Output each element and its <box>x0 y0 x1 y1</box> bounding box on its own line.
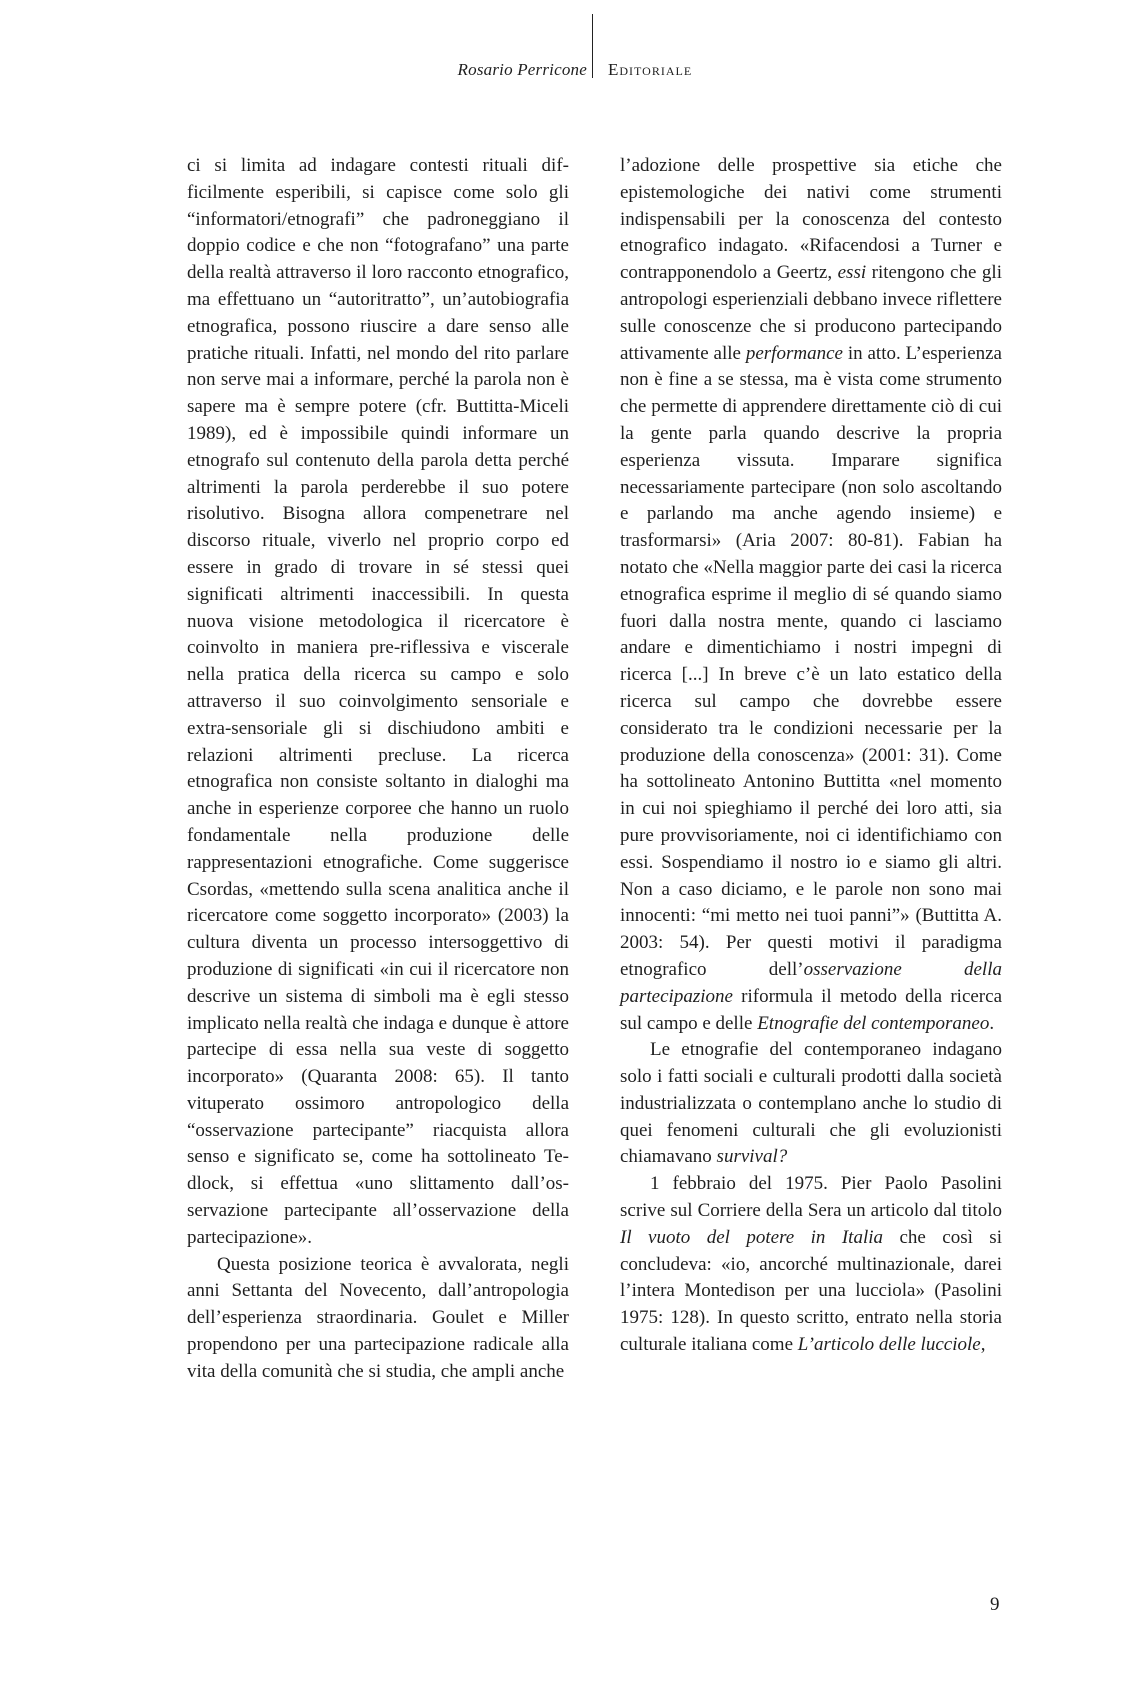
italic-term: performance <box>745 342 843 364</box>
right-column <box>620 153 1002 1359</box>
paragraph: ci si limita ad indagare contesti rituali difficilmente esperibili, si capisce come solo gli “informatori/etnografi” che padroneggiano il doppio codice e che non “fotografano” una parte della realtà attraverso il loro racconto etnografico, ma effettuano un “autoritratto”, un’autobiografia etnografica, possono riuscire a dare senso alle pratiche rituali. Infatti, nel mondo del rito parlare non serve mai a informare, perché la parola non è sapere ma è sempre potere (cfr. Buttitta-Miceli 1989), ed è impossibile quindi informare un etnografo sul contenuto della parola detta perché altrimenti la parola perderebbe il suo potere risolutivo. Bisogna allora compenetrare nel discorso rituale, viverlo nel proprio corpo ed essere in grado di trovare in sé stessi quei significati altrimenti inaccessibili. In questa nuova visione metodologica il ricercatore è coinvolto in maniera pre-riflessiva e viscerale nella pratica della ricerca su campo e solo attraverso il suo coinvolgimento sensoriale e extra-sensoriale gli si dischiudono ambiti e relazioni altrimenti precluse. La ricerca etnografica non consiste soltanto in dialoghi ma anche in esperienze corporee che hanno un ruolo fondamentale nella produzione delle rappresentazioni etnografiche. Come suggerisce Csordas, «mettendo sulla scena analitica anche il ricercatore come soggetto incorporato» (2003) la cultura diventa un processo intersoggettivo di produzione di significati «in cui il ricercatore non descrive un sistema di simboli ma è egli stesso implicato nella realtà che indaga e dunque è attore partecipe di essa nella sua veste di soggetto incorporato» (Quaranta 2008: 65). Il tanto vituperato ossimoro antropologico della “osservazione partecipante” riacquista allora senso e significato se, come ha sottolineato Tedlock, si effettua «uno slittamento dall’osservazione partecipante all’osservazione della partecipazione». <box>187 155 569 1248</box>
paragraph <box>620 153 1002 1037</box>
text-span: ritengono che gli antropologi esperienziali debbano invece riflettere sulle conoscenze che si producono partecipando attivamente alle <box>620 262 1002 364</box>
italic-term: Etnografie del contemporaneo <box>757 1012 990 1034</box>
text-span: che così si concludeva: «io, ancorché multinazionale, darei l’intera Montedison per una lucciola» (Pasolini 1975: 128). In questo scritto, entrato nella storia culturale italiana come <box>620 1226 1002 1356</box>
text-span: l’adozione delle prospettive sia etiche che epistemologiche dei nativi come strumenti indispensabili per la conoscenza del contesto etnografico indagato. «Rifacendosi a Turner e contrapponendolo a Geertz, <box>620 155 1002 284</box>
text-span: riformula il metodo della ricerca sul campo e delle <box>620 985 1002 1034</box>
text-span: Le etnografie del contemporaneo indagano solo i fatti sociali e culturali prodotti dalla società industrializzata o contemplano anche lo studio di quei fenomeni culturali che gli evoluzionisti chiamavano <box>620 1039 1002 1168</box>
text-span: . <box>989 1012 995 1034</box>
text-span: , <box>980 1334 986 1356</box>
paragraph <box>620 1037 1002 1171</box>
page-number: 9 <box>990 1594 1000 1615</box>
running-header-section: Editoriale <box>608 60 693 79</box>
italic-term: Il vuoto del potere in Italia <box>620 1226 884 1248</box>
running-header-author: Rosario Perricone <box>457 60 587 79</box>
paragraph: Questa posizione teorica è avvalorata, negli anni Settanta del Novecento, dall’antropologia dell’esperienza straordinaria. Goulet e Miller propendono per una partecipazione radicale alla vita della comunità che si studia, che ampli anche <box>187 1253 569 1382</box>
running-header <box>0 0 1127 100</box>
text-span: 1 febbraio del 1975. Pier Paolo Pasolini scrive sul Corriere della Sera un articolo dal titolo <box>620 1173 1002 1222</box>
text-span: in atto. L’esperienza non è fine a se stessa, ma è vista come strumento che permette di apprendere direttamente ciò di cui la gente parla quando descrive la propria esperienza vissuta. Imparare significa necessariamente partecipare (non solo ascoltando e parlando ma anche agendo insieme) e trasformarsi» (Aria 2007: 80-81). Fabian ha notato che «Nella maggior parte dei casi la ricerca etnografica esprime il meglio di sé quando siamo fuori dalla nostra mente, quando ci lasciamo andare e dimentichiamo i nostri impegni di ricerca [...] In breve c’è un lato estatico della ricerca sul campo che dovrebbe essere considerato tra le condizioni necessarie per la produzione della conoscenza» (2001: 31). Come ha sottolineato Antonino Buttitta «nel momento in cui noi spieghiamo il perché dei loro atti, sia pure provvisoriamente, noi ci identifichiamo con essi. Sospendiamo il nostro io e siamo gli altri. Non a caso diciamo, e le parole non sono mai innocenti: “mi metto nei tuoi panni”» (Buttitta A. 2003: 54). Per questi motivi il paradigma etnografico dell’ <box>620 342 1002 980</box>
italic-term: L’articolo delle lucciole <box>797 1334 981 1356</box>
left-column <box>187 153 569 1386</box>
italic-term: essi <box>837 262 867 284</box>
italic-term: survival? <box>716 1146 788 1168</box>
italic-term: osservazione della partecipazione <box>620 958 1002 1007</box>
header-divider <box>592 14 593 78</box>
paragraph <box>620 1171 1002 1359</box>
